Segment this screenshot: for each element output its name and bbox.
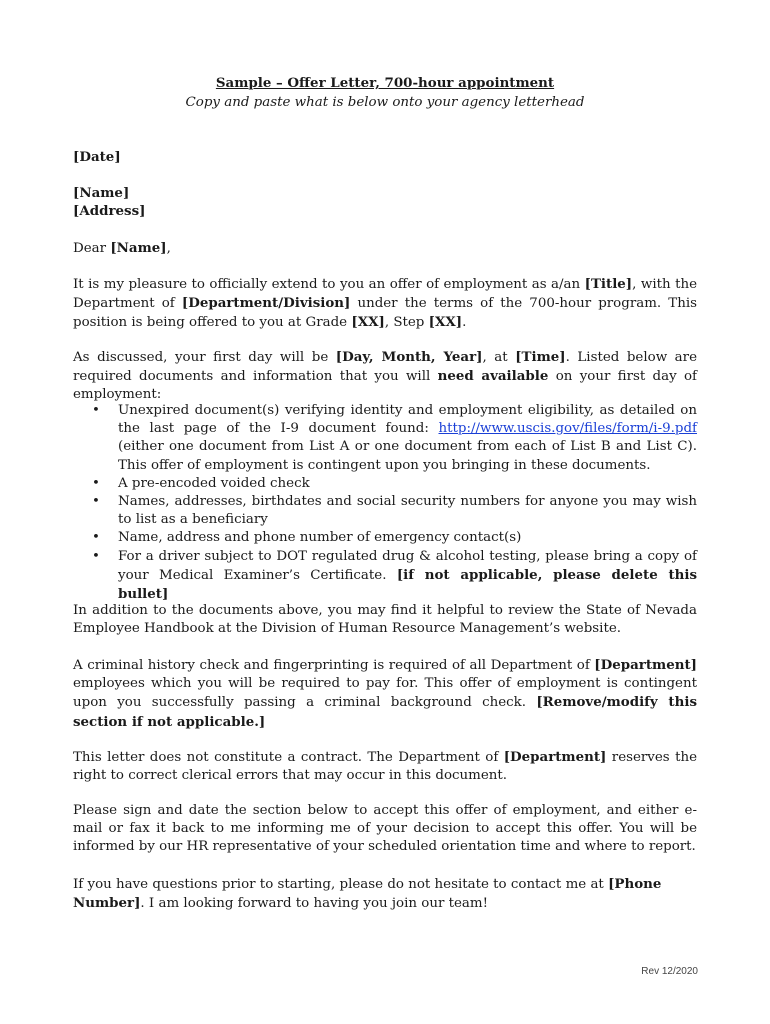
bullet-icon: • — [92, 403, 100, 418]
remove-section-note: [Remove/modify this section if not applicable.] — [73, 694, 697, 730]
first-day-text-2: , at — [482, 350, 516, 365]
offer-paragraph — [73, 275, 697, 333]
salutation-suffix: , — [166, 241, 171, 256]
background-text-1: A criminal history check and fingerprinting is required of all Department of — [73, 658, 595, 673]
offer-text-2: , with the Department of — [73, 277, 697, 312]
page-title: Sample – Offer Letter, 700-hour appointment — [215, 75, 555, 91]
bullet-1-text-2: (either one document from List A or one document from each of List B and List C). This offer of employment is contingent upon you bringing in these documents. — [118, 439, 697, 473]
list-item — [73, 548, 697, 605]
offer-text-1: It is my pleasure to officially extend to you an offer of employment as a/an — [73, 277, 585, 292]
offer-text-4: , Step — [384, 315, 429, 331]
page-subtitle: Copy and paste what is below onto your agency letterhead — [185, 95, 585, 110]
not-contract-text-2: reserves the right to correct clerical errors that may occur in this document. — [73, 750, 697, 784]
grade-placeholder: [XX] — [351, 314, 385, 331]
time-placeholder: [Time] — [515, 349, 566, 365]
department-placeholder: [Department] — [503, 749, 607, 765]
not-contract-paragraph — [73, 748, 697, 785]
revision-footer: Rev 12/2020 — [641, 966, 698, 977]
bullet-icon: • — [92, 530, 100, 546]
name-placeholder: [Name] — [73, 185, 130, 201]
first-day-text-3: . Listed below are required documents and information that you will — [73, 350, 697, 385]
list-item — [73, 493, 697, 529]
bullet-icon: • — [92, 548, 100, 564]
list-item — [73, 475, 697, 493]
not-contract-text-1: This letter does not constitute a contract. The Department of — [73, 750, 504, 765]
title-placeholder: [Title] — [584, 276, 633, 292]
salutation-name: [Name] — [110, 240, 167, 256]
background-text-2: employees which you will be required to pay for. This offer of employment is contingent upon you successfully passing a criminal background check. — [73, 676, 697, 711]
contact-paragraph — [73, 875, 697, 913]
sign-instructions-paragraph: Please sign and date the section below to accept this offer of employment, and either e-mail or fax it back to me informing me of your decision to accept this offer. You will be informed by our HR representative of your scheduled orientation time and where to report. — [73, 803, 697, 855]
phone-placeholder: [Phone Number] — [73, 876, 662, 912]
i9-form-link[interactable]: http://www.uscis.gov/files/form/i-9.pdf — [438, 421, 697, 437]
list-item — [73, 402, 697, 475]
department-placeholder: [Department] — [594, 657, 697, 673]
bullet-5-text: For a driver subject to DOT regulated drug & alcohol testing, please bring a copy of your Medical Examiner’s Certificate. — [118, 548, 697, 583]
offer-text-3: under the terms of the 700-hour program. This position is being offered to you at Grade — [73, 296, 697, 331]
handbook-paragraph: In addition to the documents above, you may find it helpful to review the State of Nevada Employee Handbook at the Division of Human Resource Management’s website. — [73, 603, 697, 637]
contact-text-1: If you have questions prior to starting, please do not hesitate to contact me at — [73, 877, 609, 892]
bullet-5-note: [if not applicable, please delete this bullet] — [118, 566, 698, 603]
required-documents-list — [73, 402, 697, 604]
first-day-text-1: As discussed, your first day will be — [73, 350, 336, 365]
department-division-placeholder: [Department/Division] — [181, 295, 351, 312]
salutation — [73, 239, 697, 258]
recipient-block — [73, 184, 697, 220]
date-placeholder: [Date] — [73, 149, 121, 165]
list-item — [73, 529, 697, 547]
step-placeholder: [XX] — [428, 314, 463, 331]
bullet-4-text: Name, address and phone number of emergency contact(s) — [118, 530, 522, 546]
bullet-icon: • — [92, 494, 100, 510]
day-placeholder: [Day, Month, Year] — [335, 349, 483, 365]
first-day-text-4: on your first day of employment: — [73, 369, 697, 403]
background-check-paragraph — [73, 656, 697, 732]
first-day-paragraph — [73, 348, 697, 405]
address-placeholder: [Address] — [73, 203, 146, 220]
contact-text-2: . I am looking forward to having you join our team! — [140, 896, 488, 912]
bullet-2-text: A pre-encoded voided check — [118, 475, 310, 491]
bullet-1-text-1: Unexpired document(s) verifying identity and employment eligibility, as detailed on the last page of the I-9 document found: — [118, 403, 697, 437]
salutation-prefix: Dear — [73, 241, 111, 256]
need-available-emphasis: need available — [437, 368, 549, 385]
bullet-icon: • — [92, 475, 100, 491]
offer-text-5: . — [462, 315, 467, 331]
bullet-3-text: Names, addresses, birthdates and social security numbers for anyone you may wish to list as a beneficiary — [118, 494, 697, 528]
